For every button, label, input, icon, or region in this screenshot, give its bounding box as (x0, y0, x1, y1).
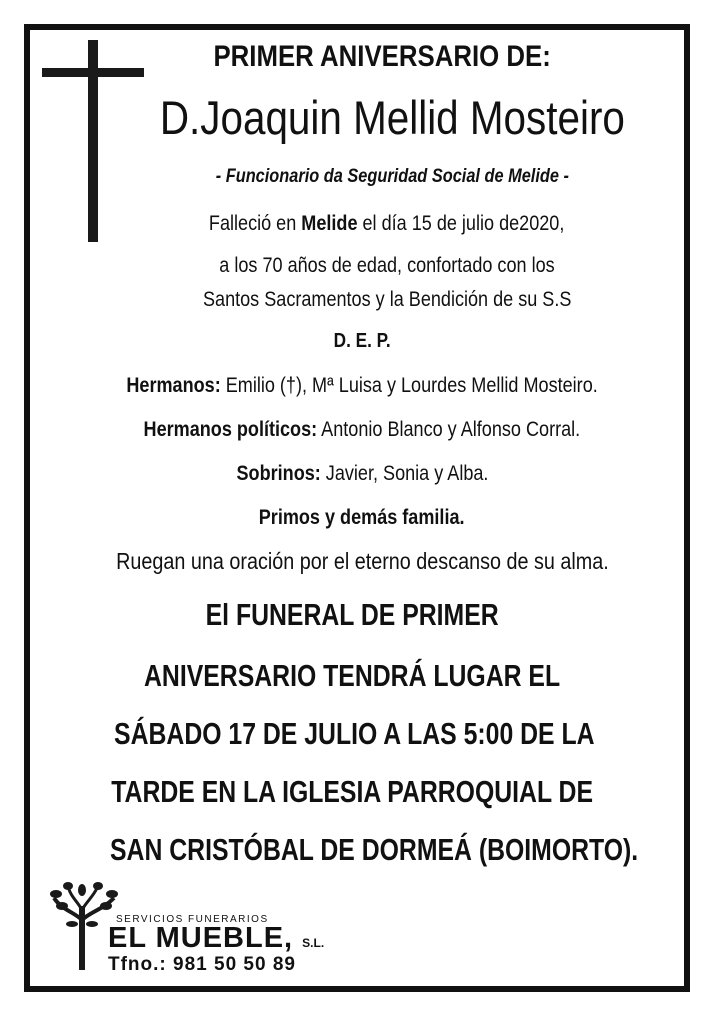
dep-label: D. E. P. (333, 330, 391, 352)
services-label: SERVICIOS FUNERARIOS (116, 914, 269, 925)
funeral-line-2: ANIVERSARIO TENDRÁ LUGAR EL (143, 658, 561, 693)
other-family-line: Primos y demás familia. (259, 506, 465, 529)
phone-number: Tfno.: 981 50 50 89 (108, 954, 296, 975)
siblings-line: Hermanos: Emilio (†), Mª Luisa y Lourdes Mellid Mosteiro. (126, 374, 598, 397)
funeral-line-3: SÁBADO 17 DE JULIO A LAS 5:00 DE LA (113, 716, 595, 751)
brand-name: EL MUEBLE, S.L. (108, 922, 325, 954)
nephews-line: Sobrinos: Javier, Sonia y Alba. (236, 462, 488, 485)
funeral-line-5: SAN CRISTÓBAL DE DORMEÁ (BOIMORTO). (109, 832, 639, 867)
funeral-line-1: El FUNERAL DE PRIMER (205, 597, 499, 632)
deceased-occupation: - Funcionario da Seguridad Social de Melide - (215, 166, 569, 187)
funeral-line-4: TARDE EN LA IGLESIA PARROQUIAL DE (111, 774, 593, 809)
death-info-line-3: Santos Sacramentos y la Bendición de su S.S (202, 288, 572, 311)
deceased-name: D.Joaquin Mellid Mosteiro (159, 91, 625, 144)
death-info-line-2: a los 70 años de edad, confortado con los (219, 254, 555, 277)
prayer-request: Ruegan una oración por el eterno descanso de su alma. (115, 548, 609, 574)
inlaws-line: Hermanos políticos: Antonio Blanco y Alfonso Corral. (143, 418, 581, 441)
death-info-line-1: Falleció en Melide el día 15 de julio de2020, (209, 212, 565, 235)
anniversary-title: PRIMER ANIVERSARIO DE: (213, 40, 551, 73)
